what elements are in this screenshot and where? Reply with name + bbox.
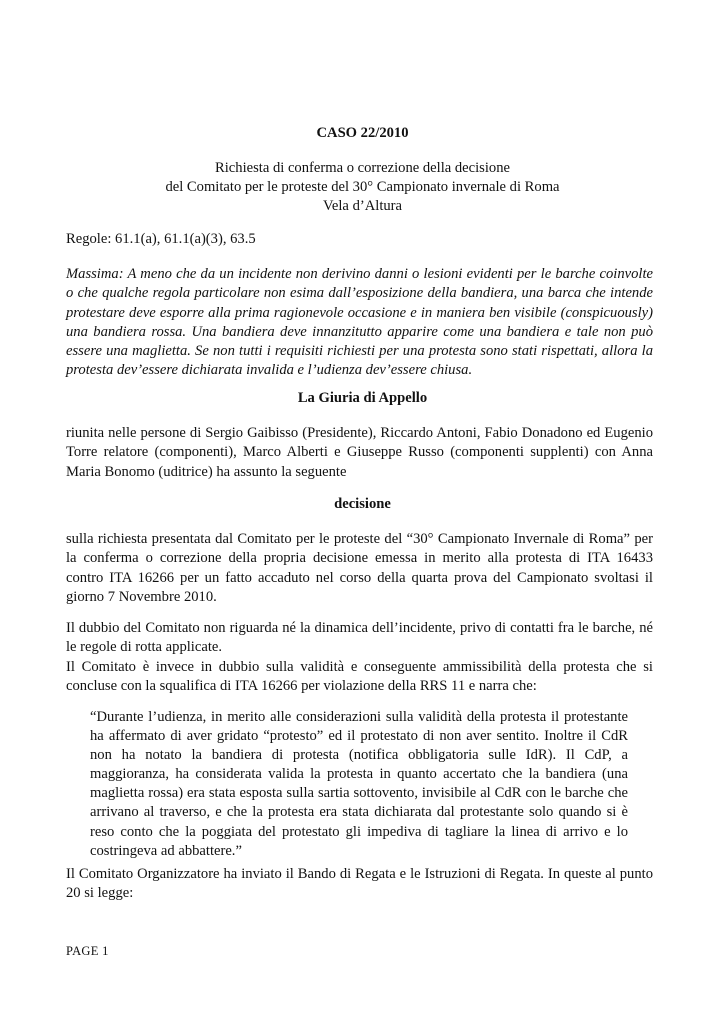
subtitle-line-2: del Comitato per le proteste del 30° Campionato invernale di Roma [165, 179, 560, 195]
quote-line: costringeva ad abbattere.” [90, 842, 242, 859]
decision-heading: decisione [334, 496, 391, 512]
case-title: CASO 22/2010 [316, 125, 409, 141]
closing-line: 20 si legge: [66, 885, 134, 902]
jury-line: Torre relatore (componenti), Marco Alberti e Giuseppe Russo (componenti supplenti) con Anna [66, 444, 653, 461]
doubt-line: Il dubbio del Comitato non riguarda né la dinamica dell’incidente, privo di contatti fra le barche, né [66, 620, 653, 636]
quote-line: maglietta rossa) era stata esposta sulla sartia sottovento, invisibile al CdR con le barche che [90, 785, 628, 802]
quote-line: “Durante l’udienza, in merito alle considerazioni sulla validità della protesta il protestante [90, 709, 628, 725]
request-line: contro ITA 16266 per un fatto accaduto nel corso della quarta prova del Campionato svoltasi il [66, 569, 653, 586]
closing-paragraph [66, 865, 653, 904]
massima-line: o che qualche regola particolare non esima dall’esposizione della bandiera, una barca che intende [66, 285, 653, 302]
invece-line: concluse con la squalifica di ITA 16266 per violazione della RRS 11 e narra che: [66, 677, 537, 694]
rules-line: Regole: 61.1(a), 61.1(a)(3), 63.5 [66, 231, 256, 247]
quote-line: maggioranza, ha considerata valida la protesta in quanto accertato che la bandiera (una [90, 766, 628, 783]
request-line: giorno 7 Novembre 2010. [66, 588, 217, 605]
jury-line: riunita nelle persone di Sergio Gaibisso (Presidente), Riccardo Antoni, Fabio Donadono ed Eugenio [66, 425, 653, 441]
subtitle-line-1: Richiesta di conferma o correzione della decisione [215, 160, 510, 176]
request-line: la conferma o correzione della propria decisione emessa in merito alla protesta di ITA 16433 [66, 550, 653, 567]
request-line: sulla richiesta presentata dal Comitato per le proteste del “30° Campionato Invernale di Roma” per [66, 531, 653, 547]
massima-line: Massima: A meno che da un incidente non derivino danni o lesioni evidenti per le barche coinvolte [66, 266, 653, 282]
quote-line: arrivano al traverso, e che la protesta era stata dichiarata dal protestante solo quando si è [90, 804, 628, 821]
massima-line: protestare deve esporre alla prima ragionevole occasione e in maniera ben visibile (conspicuously) [66, 304, 653, 321]
massima-paragraph [66, 265, 653, 381]
massima-line: protesta dev’essere dichiarata invalida e l’udienza dev’essere chiusa. [66, 362, 473, 379]
massima-line: una bandiera rossa. Una bandiera deve innanzitutto apparire come una bandiera e tale non può [66, 323, 653, 340]
quote-line: non ha notato la bandiera di protesta (notifica obbligatoria sulle IdR). Il CdP, a [90, 747, 628, 764]
page-number: PAGE 1 [66, 944, 109, 958]
request-paragraph [66, 530, 653, 607]
massima-line: essere una maglietta. Se non tutti i requisiti richiesti per una protesta sono stati rispettati, allora la [66, 343, 653, 360]
invece-line: Il Comitato è invece in dubbio sulla validità e conseguente ammissibilità della protesta che si [66, 658, 653, 675]
doubt-line: le regole di rotta applicate. [66, 639, 222, 656]
closing-line: Il Comitato Organizzatore ha inviato il Bando di Regata e le Istruzioni di Regata. In queste al punto [66, 866, 653, 882]
jury-heading: La Giuria di Appello [297, 390, 428, 406]
subtitle-line-3: Vela d’Altura [322, 198, 403, 214]
quote-line: ha affermato di aver gridato “protesto” ed il protestato di non aver sentito. Inoltre il CdR [90, 728, 628, 745]
jury-line: Maria Bonomo (uditrice) ha assunto la seguente [66, 463, 347, 480]
quote-line: reso conto che la poggiata del protestato gli impediva di tagliare la linea di arrivo e lo [90, 823, 628, 840]
quote-block [90, 708, 628, 861]
jury-paragraph [66, 424, 653, 482]
doubt-paragraph [66, 619, 653, 696]
